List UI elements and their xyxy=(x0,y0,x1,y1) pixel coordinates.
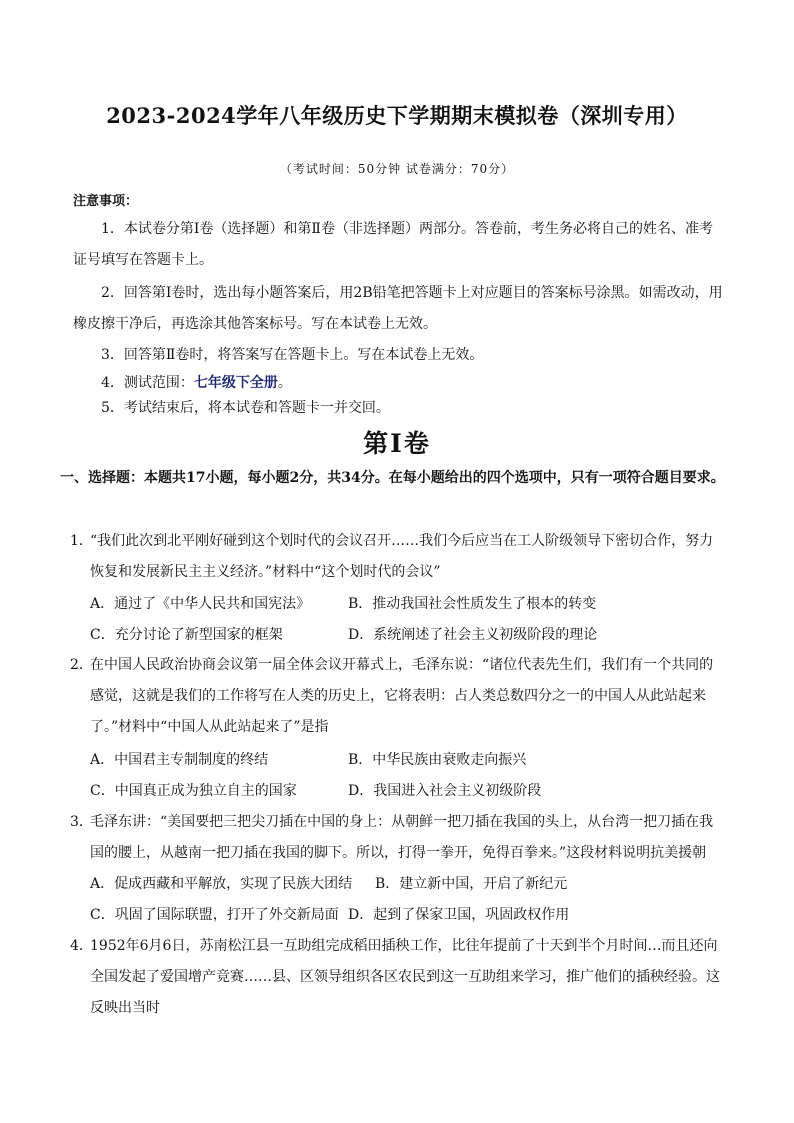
option-d: D．系统阐述了社会主义初级阶段的理论 xyxy=(348,627,598,643)
question-number: 3． xyxy=(70,814,93,830)
question-1-options xyxy=(90,589,710,651)
question-stem: 1952年6月6日，苏南松江县一互助组完成稻田插秧工作，比往年提前了十天到半个月时间…而且还向全国发起了爱国增产竞赛……县、区领导组织各区农民到这一互助组来学习，推广他们的插秧经验。这反映出当时 xyxy=(90,938,720,1016)
question-4 xyxy=(70,931,726,1024)
option-c: C．巩固了国际联盟，打开了外交新局面 xyxy=(90,907,339,923)
test-scope-highlight: 七年级下全册 xyxy=(193,375,278,391)
section-title: 第Ⅰ卷 xyxy=(363,429,431,458)
option-a: A．促成西藏和平解放，实现了民族大团结 xyxy=(90,876,353,892)
notice-heading: 注意事项： xyxy=(73,194,139,209)
option-d: D．起到了保家卫国，巩固政权作用 xyxy=(348,907,570,923)
question-2-options xyxy=(90,745,710,807)
option-b: B．推动我国社会性质发生了根本的转变 xyxy=(348,596,597,612)
question-3 xyxy=(70,807,726,869)
question-1 xyxy=(70,526,726,588)
question-number: 1． xyxy=(70,533,93,549)
option-a: A．中国君主专制制度的终结 xyxy=(90,752,269,768)
page-title: 2023-2024学年八年级历史下学期期末模拟卷（深圳专用） xyxy=(106,103,688,128)
option-c: C．中国真正成为独立自主的国家 xyxy=(90,783,297,799)
question-stem: 在中国人民政治协商会议第一届全体会议开幕式上，毛泽东说：“诸位代表先生们，我们有一个共同的感觉，这就是我们的工作将写在人类的历史上，它将表明：占人类总数四分之一的中国人从此站起来了。”材料中“中国人从此站起来了”是指 xyxy=(90,657,714,735)
exam-time-info: （考试时间：50分钟 试卷满分：70分） xyxy=(279,162,515,176)
question-3-options xyxy=(90,869,710,931)
option-b: B．中华民族由衰败走向振兴 xyxy=(348,752,527,768)
notice-item-2: 2．回答第Ⅰ卷时，选出每小题答案后，用2B铅笔把答题卡上对应题目的答案标号涂黑。如需改动，用橡皮擦干净后，再选涂其他答案标号。写在本试卷上无效。 xyxy=(73,285,723,332)
option-d: D．我国进入社会主义初级阶段 xyxy=(348,783,542,799)
option-c: C．充分讨论了新型国家的框架 xyxy=(90,627,283,643)
question-number: 4． xyxy=(70,938,93,954)
question-2 xyxy=(70,650,726,743)
notice-item-4-prefix: 4．测试范围： xyxy=(101,375,194,391)
option-b: B．建立新中国，开启了新纪元 xyxy=(375,876,568,892)
question-number: 2． xyxy=(70,657,93,673)
notice-item-5: 5．考试结束后，将本试卷和答题卡一并交回。 xyxy=(101,400,390,416)
section-instructions: 一、选择题：本题共17小题，每小题2分，共34分。在每小题给出的四个选项中，只有一项符合题目要求。 xyxy=(60,470,725,486)
notice-item-4-suffix: 。 xyxy=(277,375,292,391)
question-stem: “我们此次到北平刚好碰到这个划时代的会议召开……我们今后应当在工人阶级领导下密切合作，努力恢复和发展新民主主义经济。”材料中“这个划时代的会议” xyxy=(90,533,714,580)
question-stem: 毛泽东讲：“美国要把三把尖刀插在中国的身上：从朝鲜一把刀插在我国的头上，从台湾一把刀插在我国的腰上，从越南一把刀插在我国的脚下。所以，打得一拳开，免得百拳来。”这段材料说明抗美援朝 xyxy=(90,814,714,861)
notice-item-1: 1．本试卷分第Ⅰ卷（选择题）和第Ⅱ卷（非选择题）两部分。答卷前，考生务必将自己的姓名、准考证号填写在答题卡上。 xyxy=(73,221,713,268)
option-a: A．通过了《中华人民共和国宪法》 xyxy=(90,596,311,612)
notice-item-3: 3．回答第Ⅱ卷时，将答案写在答题卡上。写在本试卷上无效。 xyxy=(101,347,484,363)
